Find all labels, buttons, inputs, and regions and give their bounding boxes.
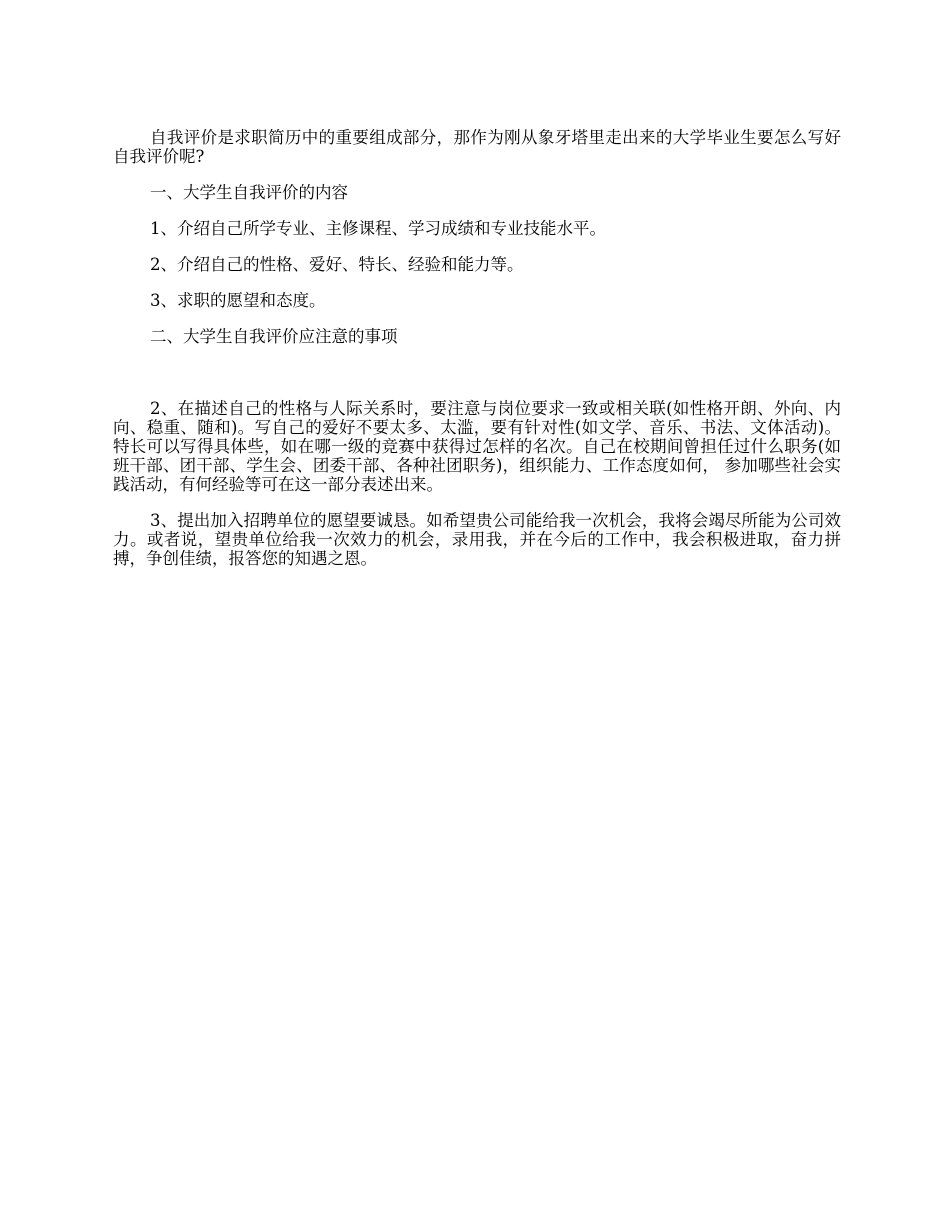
section-heading-content: 一、大学生自我评价的内容 (150, 183, 348, 202)
notes-paragraph: 3、提出加入招聘单位的愿望要诚恳。如希望贵公司能给我一次机会，我将会竭尽所能为公司效力。或者说，望贵单位给我一次效力的机会，录用我，并在今后的工作中，我会积极进取，奋力拼搏，争创佳绩，报答您的知遇之恩。 (113, 511, 841, 568)
intro-paragraph: 自我评价是求职简历中的重要组成部分，那作为刚从象牙塔里走出来的大学毕业生要怎么写好自我评价呢? (113, 128, 841, 166)
list-item: 1、介绍自己所学专业、主修课程、学习成绩和专业技能水平。 (150, 219, 606, 238)
list-item: 3、求职的愿望和态度。 (150, 291, 326, 310)
document-body (113, 128, 841, 568)
list-item: 2、介绍自己的性格、爱好、特长、经验和能力等。 (150, 255, 524, 274)
section-heading-notes: 二、大学生自我评价应注意的事项 (150, 327, 398, 346)
notes-paragraph: 2、在描述自己的性格与人际关系时，要注意与岗位要求一致或相关联(如性格开朗、外向、内向、稳重、随和)。写自己的爱好不要太多、太滥，要有针对性(如文学、音乐、书法、文体活动)。特长可以写得具体些，如在哪一级的竞赛中获得过怎样的名次。自己在校期间曾担任过什么职务(如班干部、团干部、学生会、团委干部、各种社团职务)，组织能力、工作态度如何， 参加哪些社会实践活动，有何经验等可在这一部分表述出来。 (113, 399, 841, 494)
